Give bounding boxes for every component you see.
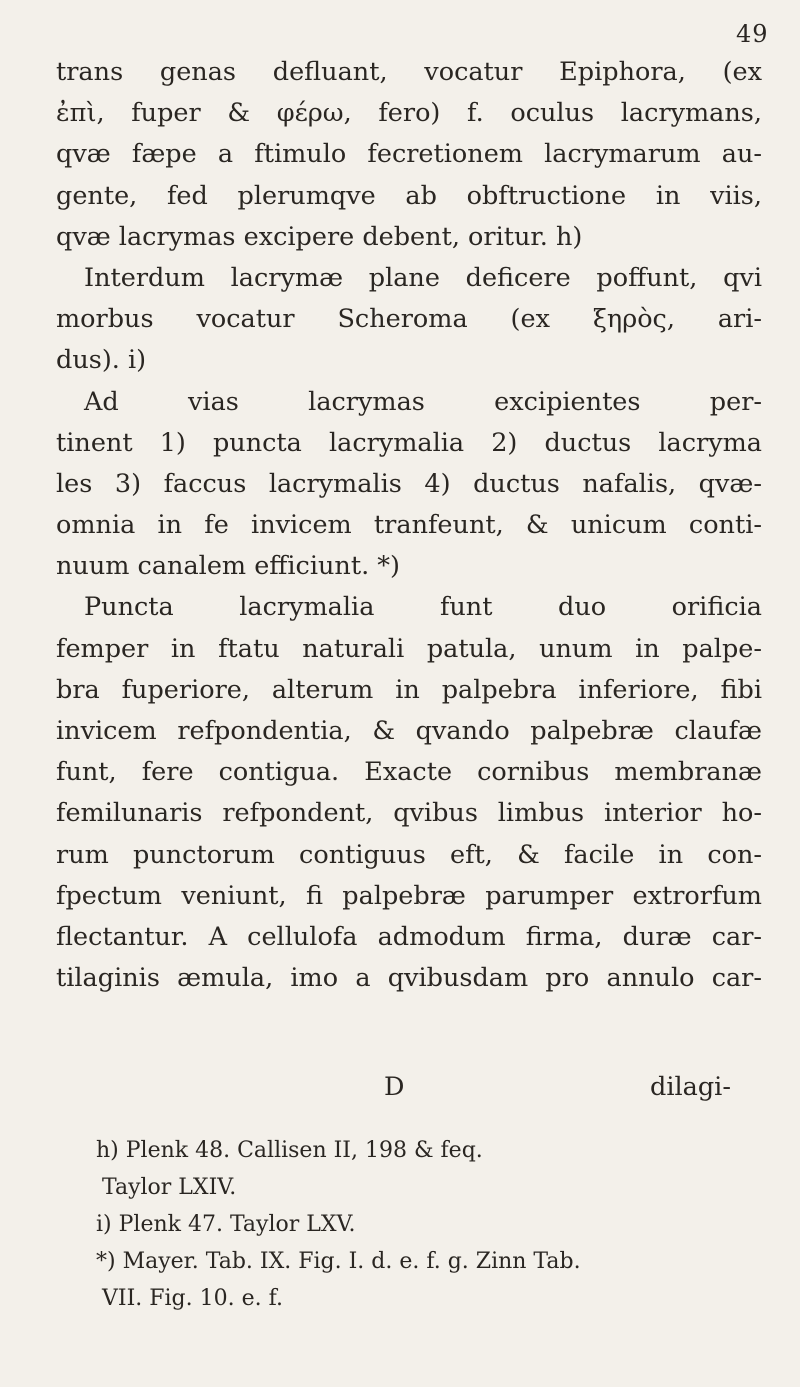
footnotes	[96, 1132, 766, 1317]
footnote-line: i) Plenk 47. Taylor LXV.	[96, 1212, 356, 1237]
signature-mark: D	[384, 1072, 405, 1102]
text-line: omnia in fe invicem tranfeunt, & unicum conti-	[56, 510, 762, 541]
page-footer-line	[0, 1072, 800, 1112]
text-line: femper in ftatu naturali patula, unum in palpe-	[56, 633, 762, 664]
text-line: les 3) faccus lacrymalis 4) ductus nafalis, qvæ-	[56, 468, 762, 499]
text-line: trans genas defluant, vocatur Epiphora, (ex	[56, 57, 762, 87]
text-line: flectantur. A cellulofa admodum firma, duræ car-	[56, 921, 762, 952]
text-line: morbus vocatur Scheroma (ex ξηρὸς, ari-	[56, 304, 762, 335]
text-line: fpectum veniunt, fi palpebræ parumper extrorfum	[56, 880, 762, 911]
text-line: rum punctorum contiguus eft, & facile in con-	[56, 839, 762, 870]
text-line: qvæ lacrymas excipere debent, oritur. h)	[56, 221, 583, 252]
text-line: femilunaris refpondent, qvibus limbus interior ho-	[56, 798, 762, 829]
text-line: Ad vias lacrymas excipientes per-	[84, 386, 762, 417]
text-line: ἐπὶ, fuper & φέρω, fero) f. oculus lacrymans,	[56, 98, 762, 129]
text-line: dus). i)	[56, 345, 147, 376]
text-line: qvæ fæpe a ftimulo fecretionem lacrymarum au-	[56, 139, 762, 170]
text-line: gente, fed plerumqve ab obftructione in viis,	[56, 180, 762, 211]
text-line: invicem refpondentia, & qvando palpebræ claufæ	[56, 716, 762, 746]
text-line: tinent 1) puncta lacrymalia 2) ductus lacryma	[56, 427, 762, 458]
catchword: dilagi-	[650, 1072, 731, 1102]
text-line: Interdum lacrymæ plane deficere poffunt, qvi	[84, 262, 762, 293]
text-line: tilaginis æmula, imo a qvibusdam pro annulo car-	[56, 963, 762, 994]
footnote-line: *) Mayer. Tab. IX. Fig. I. d. e. f. g. Zinn Tab.	[96, 1249, 581, 1274]
footnote-line: h) Plenk 48. Callisen II, 198 & feq.	[96, 1138, 483, 1163]
text-line: nuum canalem efficiunt. *)	[56, 551, 401, 582]
body-text	[56, 52, 762, 999]
text-line: Puncta lacrymalia funt duo orificia	[84, 592, 762, 623]
text-line: bra fuperiore, alterum in palpebra inferiore, fibi	[56, 674, 762, 705]
footnote-line: VII. Fig. 10. e. f.	[102, 1286, 283, 1311]
footnote-line: Taylor LXIV.	[102, 1175, 237, 1200]
text-line: funt, fere contigua. Exacte cornibus membranæ	[56, 757, 762, 788]
page-number: 49	[736, 20, 769, 48]
